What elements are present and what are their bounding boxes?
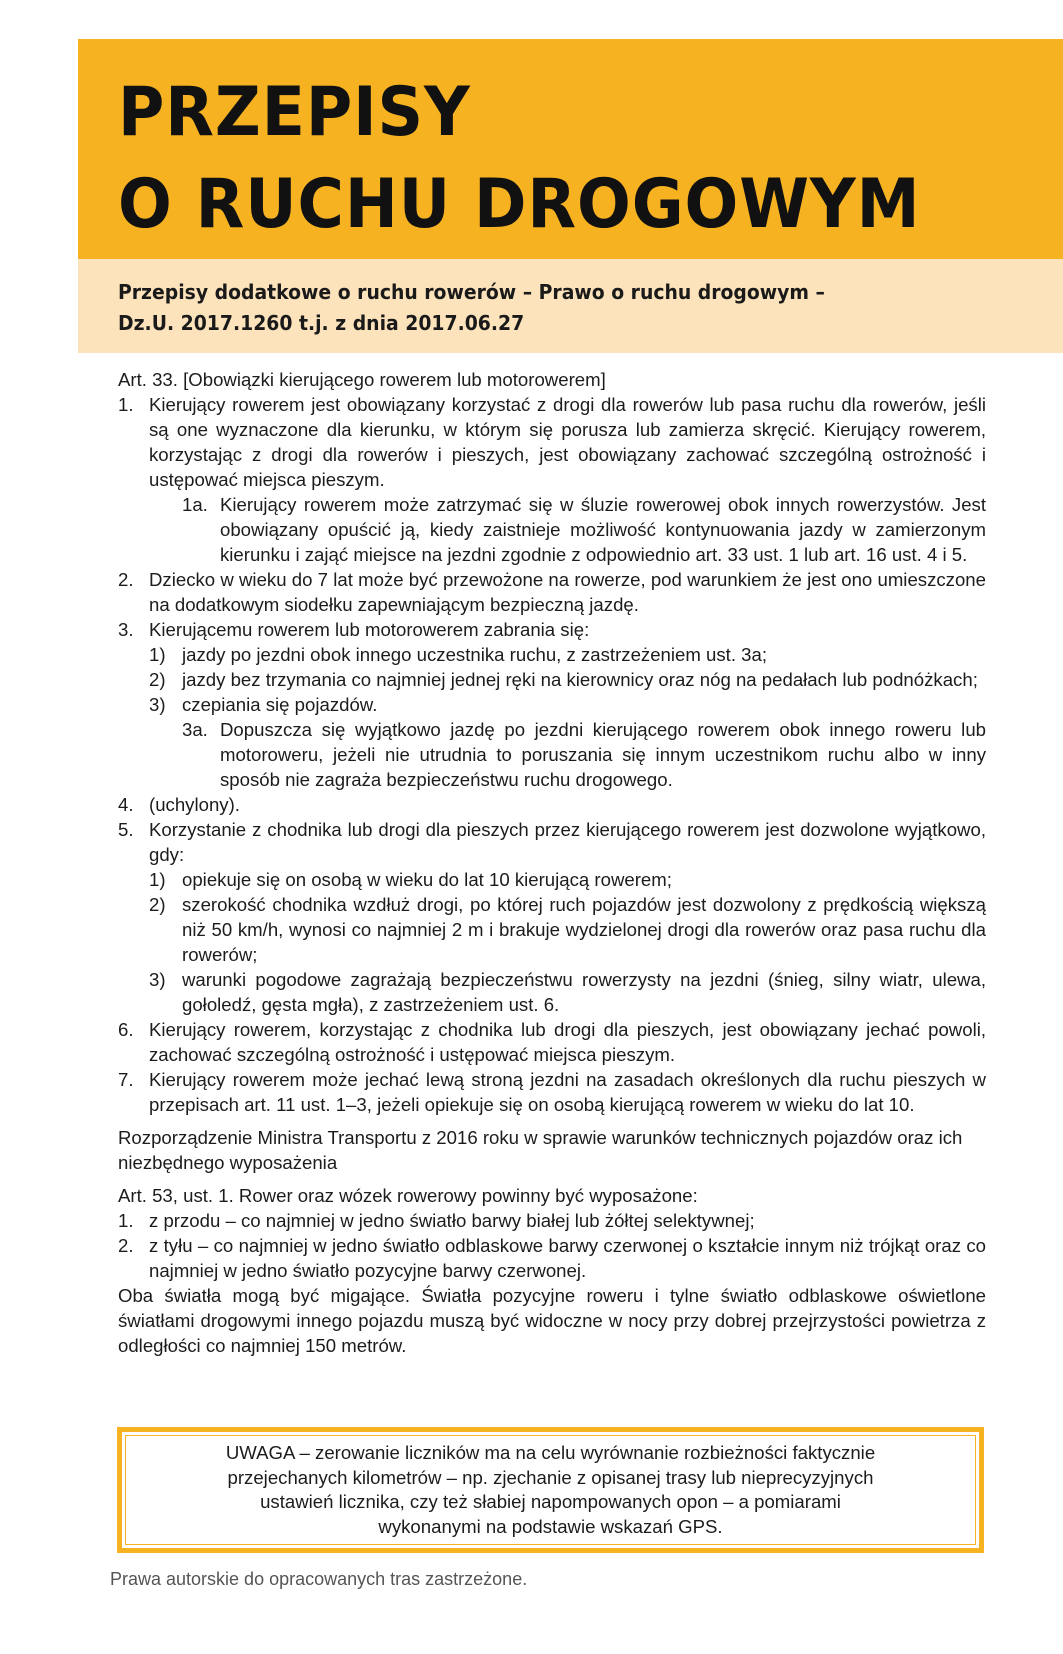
document-body bbox=[118, 367, 986, 1358]
title-line-2: O RUCHU DROGOWYM bbox=[118, 165, 921, 244]
subitem-number: 3) bbox=[149, 694, 166, 715]
art53-item-2 bbox=[118, 1233, 986, 1283]
art33-item-5-sub-2 bbox=[118, 892, 986, 967]
item-number: 7. bbox=[118, 1069, 134, 1090]
subtitle-line-2: Dz.U. 2017.1260 t.j. z dnia 2017.06.27 bbox=[118, 311, 525, 335]
art33-heading: Art. 33. [Obowiązki kierującego rowerem lub motorowerem] bbox=[118, 369, 606, 390]
item-text: Dziecko w wieku do 7 lat może być przewożone na rowerze, pod warunkiem że jest ono umieszczone na dodatkowym siodełku zapewniającym bezpieczną jazdę. bbox=[149, 569, 986, 615]
item-text: Dopuszcza się wyjątkowo jazdę po jezdni kierującego rowerem obok innego roweru lub motoroweru, jeżeli nie utrudnia to poruszania się innym uczestnikom ruchu albo w inny sposób nie zagraża bezpieczeństwu ruchu drogowego. bbox=[220, 719, 986, 790]
title-line-1: PRZEPISY bbox=[118, 73, 471, 152]
subitem-number: 2) bbox=[149, 894, 166, 915]
subtitle bbox=[118, 277, 825, 339]
art33-item-3-sub-1 bbox=[118, 642, 986, 667]
item-number: 2. bbox=[118, 1235, 134, 1256]
art33-item-4 bbox=[118, 792, 986, 817]
item-number: 6. bbox=[118, 1019, 134, 1040]
item-number: 1. bbox=[118, 394, 134, 415]
subitem-number: 1) bbox=[149, 869, 166, 890]
art33-item-5 bbox=[118, 817, 986, 867]
item-number: 4. bbox=[118, 794, 134, 815]
item-text: Kierujący rowerem, korzystając z chodnika lub drogi dla pieszych, jest obowiązany jechać powoli, zachować szczególną ostrożność i ustępować miejsca pieszym. bbox=[149, 1019, 986, 1065]
item-number: 1. bbox=[118, 1210, 134, 1231]
subitem-number: 2) bbox=[149, 669, 166, 690]
subitem-text: opiekuje się on osobą w wieku do lat 10 kierującą rowerem; bbox=[182, 869, 672, 890]
title-banner bbox=[78, 39, 1063, 259]
page-title bbox=[118, 67, 921, 251]
art33-item-3 bbox=[118, 617, 986, 642]
item-number: 3. bbox=[118, 619, 134, 640]
subtitle-line-1: Przepisy dodatkowe o ruchu rowerów – Prawo o ruchu drogowym – bbox=[118, 280, 825, 304]
subitem-text: szerokość chodnika wzdłuż drogi, po której ruch pojazdów jest dozwolony z prędkością większą niż 50 km/h, wynosi co najmniej 2 m i brakuje wydzielonej drogi dla rowerów oraz pasa ruchu dla rowerów; bbox=[182, 894, 986, 965]
item-text: Kierujący rowerem może jechać lewą stroną jezdni na zasadach określonych dla ruchu pieszych w przepisach art. 11 ust. 1–3, jeżeli opiekuje się on osobą kierującą rowerem w wieku do lat 10. bbox=[149, 1069, 986, 1115]
note-line-2: przejechanych kilometrów – np. zjechanie z opisanej trasy lub nieprecyzyjnych bbox=[227, 1466, 874, 1488]
item-text: z tyłu – co najmniej w jedno światło odblaskowe barwy czerwonej o kształcie innym niż trójkąt oraz co najmniej w jedno światło pozycyjne barwy czerwonej. bbox=[149, 1235, 986, 1281]
art33-item-5-sub-1 bbox=[118, 867, 986, 892]
art33-item-5-sub-3 bbox=[118, 967, 986, 1017]
item-text: Kierujący rowerem może zatrzymać się w śluzie rowerowej obok innych rowerzystów. Jest obowiązany opuścić ją, kiedy zaistnieje możliwość kontynuowania jazdy w zamierzonym kierunku i zająć miejsce na jezdni zgodnie z odpowiednio art. 33 ust. 1 lub art. 16 ust. 4 i 5. bbox=[220, 494, 986, 565]
copyright-footer: Prawa autorskie do opracowanych tras zastrzeżone. bbox=[110, 1569, 528, 1589]
item-text: (uchylony). bbox=[149, 794, 240, 815]
art33-item-3a bbox=[118, 717, 986, 792]
art33-item-2 bbox=[118, 567, 986, 617]
item-number: 5. bbox=[118, 819, 134, 840]
spacer bbox=[118, 1175, 986, 1183]
note-line-1: UWAGA – zerowanie liczników ma na celu wyrównanie rozbieżności faktycznie bbox=[225, 1442, 876, 1463]
regulation-title: Rozporządzenie Ministra Transportu z 2016 roku w sprawie warunków technicznych pojazdów oraz ich niezbędnego wyposażenia bbox=[118, 1127, 963, 1173]
art33-item-7 bbox=[118, 1067, 986, 1117]
subitem-number: 1) bbox=[149, 644, 166, 665]
item-text: Korzystanie z chodnika lub drogi dla pieszych przez kierującego rowerem jest dozwolone wyjątkowo, gdy: bbox=[149, 819, 986, 865]
art53-heading: Art. 53, ust. 1. Rower oraz wózek rowerowy powinny być wyposażone: bbox=[118, 1185, 698, 1206]
note-line-4: wykonanymi na podstawie wskazań GPS. bbox=[378, 1515, 723, 1537]
note-box-inner bbox=[125, 1435, 976, 1545]
item-number: 3a. bbox=[182, 719, 208, 740]
item-text: Kierujący rowerem jest obowiązany korzystać z drogi dla rowerów lub pasa ruchu dla rowerów, jeśli są one wyznaczone dla kierunku, w którym się porusza lub zamierza skręcić. Kierujący rowerem, korzystając z drogi dla rowerów i pieszych, jest obowiązany zachować szczególną ostrożność i ustępować miejsca pieszym. bbox=[149, 394, 986, 490]
art33-item-3-sub-3 bbox=[118, 692, 986, 717]
art53-item-1 bbox=[118, 1208, 986, 1233]
art33-item-3-sub-2 bbox=[118, 667, 986, 692]
item-text: z przodu – co najmniej w jedno światło barwy białej lub żółtej selektywnej; bbox=[149, 1210, 755, 1231]
item-number: 2. bbox=[118, 569, 134, 590]
subitem-text: czepiania się pojazdów. bbox=[182, 694, 378, 715]
subitem-number: 3) bbox=[149, 969, 166, 990]
art53-closing: Oba światła mogą być migające. Światła pozycyjne roweru i tylne światło odblaskowe oświetlone światłami drogowymi innego pojazdu muszą być widoczne w nocy przy dobrej przejrzystości powietrza z odległości co najmniej 150 metrów. bbox=[118, 1285, 986, 1356]
item-text: Kierującemu rowerem lub motorowerem zabrania się: bbox=[149, 619, 590, 640]
subitem-text: jazdy bez trzymania co najmniej jednej ręki na kierownicy oraz nóg na pedałach lub podnóżkach; bbox=[182, 669, 978, 690]
subtitle-banner bbox=[78, 259, 1063, 353]
note-text bbox=[226, 1441, 875, 1539]
item-number: 1a. bbox=[182, 494, 208, 515]
art33-item-1 bbox=[118, 392, 986, 492]
subitem-text: jazdy po jezdni obok innego uczestnika ruchu, z zastrzeżeniem ust. 3a; bbox=[182, 644, 767, 665]
note-line-3: ustawień licznika, czy też słabiej napompowanych opon – a pomiarami bbox=[260, 1491, 841, 1512]
spacer bbox=[118, 1117, 986, 1125]
note-box bbox=[117, 1427, 984, 1553]
art33-item-6 bbox=[118, 1017, 986, 1067]
subitem-text: warunki pogodowe zagrażają bezpieczeństwu rowerzysty na jezdni (śnieg, silny wiatr, ulewa, gołoledź, gęsta mgła), z zastrzeżeniem ust. 6. bbox=[182, 969, 986, 1015]
art33-item-1a bbox=[118, 492, 986, 567]
